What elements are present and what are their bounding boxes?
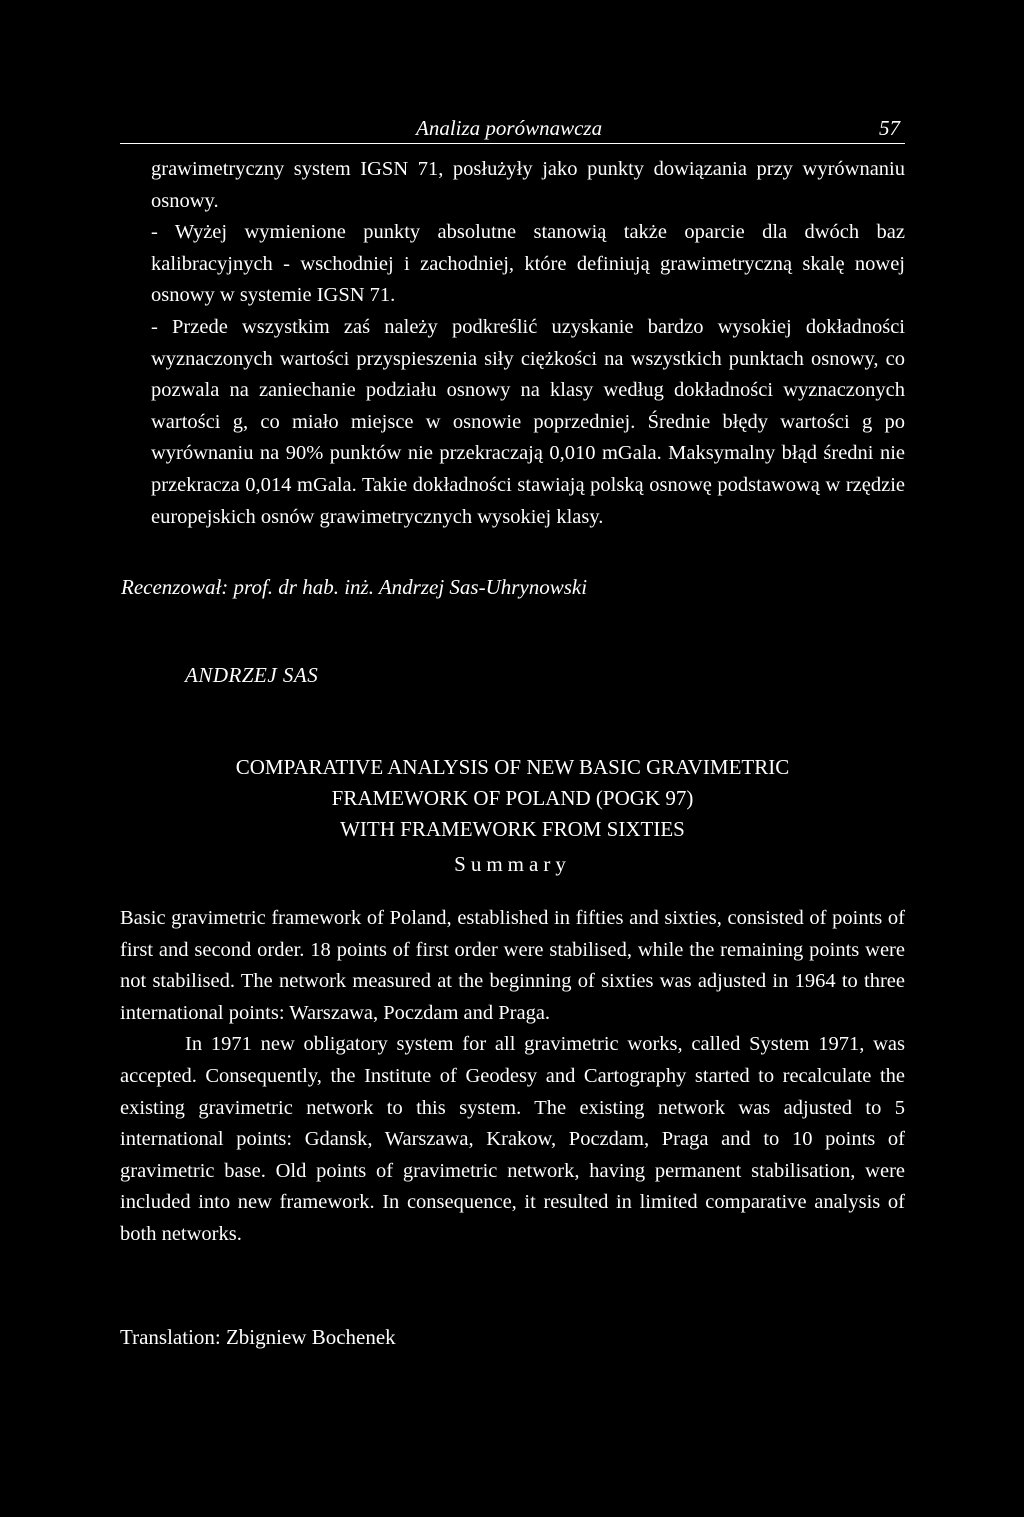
english-title-line-2: FRAMEWORK OF POLAND (POGK 97): [331, 786, 694, 810]
english-paragraph-2: In 1971 new obligatory system for all gravimetric works, called System 1971, was accepted. Consequently, the Institute of Geodesy and Cartography started to recalculate the existing gravimetric network to this system. The existing network was adjusted to 5 international points: Gdansk, Warszawa, Krakow, Poczdam, Praga and to 10 points of gravimetric base. Old points of gravimetric network, having permanent stabilisation, were included into new framework. In consequence, it resulted in limited comparative analysis of both networks.: [120, 1033, 905, 1245]
running-header: [120, 111, 905, 144]
reviewer-line: Recenzował: prof. dr hab. inż. Andrzej Sas-Uhrynowski: [121, 575, 588, 599]
polish-body-text: [151, 154, 905, 533]
page-number: 57: [879, 116, 900, 140]
author-name: ANDRZEJ SAS: [185, 663, 319, 687]
polish-paragraph-3: - Przede wszystkim zaś należy podkreślić uzyskanie bardzo wysokiej dokładności wyznaczonych wartości przyspieszenia siły ciężkości na wszystkich punktach osnowy, co pozwala na zaniechanie podziału osnowy na klasy według dokładności wyznaczonych wartości g, co miało miejsce w osnowie poprzedniej. Średnie błędy wartości g po wyrównaniu na 90% punktów nie przekraczają 0,010 mGala. Maksymalny błąd średni nie przekracza 0,014 mGala. Takie dokładności stawiają polską osnowę podstawową w rzędzie europejskich osnów grawimetrycznych wysokiej klasy.: [151, 315, 905, 528]
english-paragraph-1: Basic gravimetric framework of Poland, established in fifties and sixties, consisted of points of first and second order. 18 points of first order were stabilised, while the remaining points were not stabilised. The network measured at the beginning of sixties was adjusted in 1964 to three international points: Warszawa, Poczdam and Praga.: [120, 907, 905, 1024]
polish-paragraph-1: grawimetryczny system IGSN 71, posłużyły jako punkty dowiązania przy wyrównaniu osnowy.: [151, 158, 905, 212]
polish-paragraph-2: - Wyżej wymienione punkty absolutne stanowią także oparcie dla dwóch baz kalibracyjnych - wschodniej i zachodniej, które definiują grawimetryczną skalę nowej osnowy w systemie IGSN 71.: [151, 221, 905, 307]
english-summary-text: [120, 903, 905, 1251]
english-title: [120, 752, 905, 845]
english-title-line-3: WITH FRAMEWORK FROM SIXTIES: [340, 817, 685, 841]
running-title: Analiza porównawcza: [416, 116, 603, 140]
translator-credit: Translation: Zbigniew Bochenek: [120, 1325, 396, 1349]
summary-heading: Summary: [454, 852, 571, 876]
english-title-line-1: COMPARATIVE ANALYSIS OF NEW BASIC GRAVIMETRIC: [235, 755, 790, 779]
